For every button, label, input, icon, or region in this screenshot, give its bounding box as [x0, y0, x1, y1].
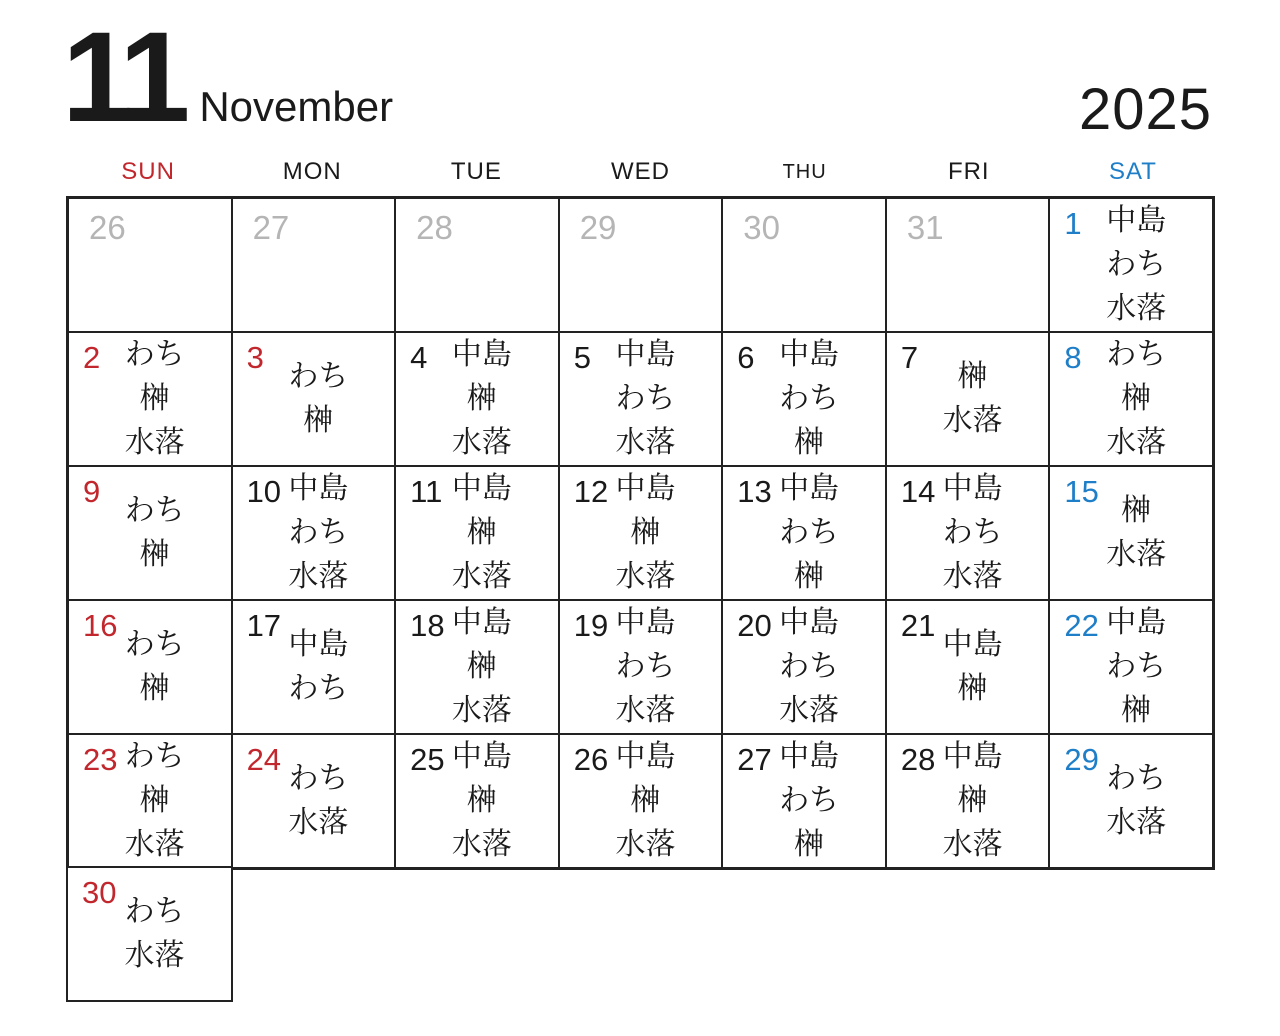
- staff-name: 水落: [288, 806, 349, 839]
- calendar-cell: [1049, 600, 1213, 734]
- staff-name: 水落: [1106, 426, 1167, 459]
- staff-name: 榊: [139, 784, 170, 817]
- day-number: 6: [737, 340, 755, 375]
- staff-name: 水落: [942, 828, 1003, 861]
- calendar-cell: [232, 332, 396, 466]
- calendar-cell: [559, 466, 723, 600]
- staff-name: わち: [779, 382, 840, 415]
- calendar-cell-overflow: [66, 866, 233, 1002]
- weekday-label-thu: THU: [782, 161, 827, 183]
- staff-name: 中島: [942, 472, 1003, 505]
- weekday-label-wed: WED: [610, 158, 670, 185]
- day-number: 28: [900, 742, 936, 777]
- day-number: 17: [246, 608, 282, 643]
- day-number: 12: [573, 474, 609, 509]
- staff-name: 水落: [615, 828, 676, 861]
- day-number: 18: [410, 608, 445, 643]
- staff-name: 水落: [942, 560, 1003, 593]
- staff-name: 榊: [466, 784, 497, 817]
- staff-name: わち: [288, 672, 349, 705]
- month-name: November: [199, 83, 394, 130]
- calendar-cell: [232, 466, 396, 600]
- calendar-cell: [395, 734, 559, 868]
- staff-name: 水落: [451, 426, 512, 459]
- staff-name: わち: [615, 650, 676, 683]
- day-number: 10: [246, 474, 282, 509]
- staff-name: わち: [288, 360, 349, 393]
- calendar-cell: [559, 198, 723, 332]
- staff-name: 水落: [124, 426, 185, 459]
- staff-name: 水落: [288, 560, 349, 593]
- staff-name: 榊: [630, 784, 661, 817]
- staff-name: 榊: [794, 426, 825, 459]
- staff-name: 中島: [779, 606, 840, 639]
- day-number: 19: [573, 608, 609, 643]
- calendar-cell: [1049, 332, 1213, 466]
- staff-name: わち: [942, 516, 1003, 549]
- weekday-label-sat: SAT: [1108, 158, 1157, 185]
- day-number: 8: [1064, 340, 1082, 375]
- calendar-cell: [722, 198, 886, 332]
- day-number: 16: [83, 608, 118, 643]
- page-header: [62, 6, 394, 149]
- calendar-cell: [395, 332, 559, 466]
- day-number: 26: [89, 209, 126, 246]
- weekday-label-sun: SUN: [121, 158, 175, 185]
- staff-name: 中島: [615, 740, 676, 773]
- day-number: 21: [900, 608, 936, 643]
- day-number: 15: [1064, 474, 1099, 509]
- calendar-cell: [559, 600, 723, 734]
- staff-name: 中島: [1106, 204, 1167, 237]
- staff-name: わち: [615, 382, 676, 415]
- staff-name: わち: [779, 516, 840, 549]
- calendar-grid: [66, 196, 1215, 870]
- day-number: 22: [1064, 608, 1099, 643]
- staff-name: 中島: [615, 338, 676, 371]
- staff-name: 水落: [779, 694, 840, 727]
- calendar-cell: [722, 466, 886, 600]
- day-number: 25: [410, 742, 445, 777]
- calendar-cell: [395, 466, 559, 600]
- calendar-cell: [232, 734, 396, 868]
- day-number: 13: [737, 474, 772, 509]
- staff-name: 水落: [615, 694, 676, 727]
- calendar-cell: [886, 734, 1050, 868]
- staff-name: 中島: [451, 606, 512, 639]
- staff-name: 水落: [451, 694, 512, 727]
- day-number: 27: [252, 209, 290, 246]
- staff-name: 榊: [139, 672, 170, 705]
- staff-name: 榊: [1121, 694, 1152, 727]
- calendar-cell: [232, 600, 396, 734]
- calendar-cell: [395, 600, 559, 734]
- calendar-cell: [886, 198, 1050, 332]
- day-number: 30: [743, 209, 780, 246]
- day-number: 9: [83, 474, 101, 509]
- staff-name: 中島: [451, 338, 512, 371]
- staff-name: 水落: [1106, 806, 1167, 839]
- staff-name: 水落: [615, 560, 676, 593]
- day-number: 23: [83, 742, 118, 777]
- calendar-cell: [68, 734, 232, 868]
- calendar-cell: [559, 332, 723, 466]
- staff-name: わち: [1106, 762, 1167, 795]
- staff-name: わち: [124, 338, 185, 371]
- staff-name: 中島: [779, 740, 840, 773]
- staff-name: 榊: [139, 382, 170, 415]
- day-number: 30: [82, 875, 117, 910]
- day-number: 11: [410, 474, 443, 509]
- day-number: 29: [579, 209, 617, 246]
- weekday-header-row: [66, 156, 1215, 188]
- weekday-label-mon: MON: [282, 158, 342, 185]
- weekday-label-fri: FRI: [947, 158, 990, 185]
- staff-name: 榊: [957, 784, 988, 817]
- staff-name: 中島: [779, 338, 840, 371]
- weekday-label-tue: TUE: [450, 158, 502, 185]
- day-number: 5: [573, 340, 591, 375]
- day-number: 27: [737, 742, 772, 777]
- staff-name: 中島: [942, 740, 1003, 773]
- calendar-cell: [722, 734, 886, 868]
- calendar-cell: [886, 332, 1050, 466]
- staff-name: 榊: [957, 672, 988, 705]
- staff-name: 榊: [466, 650, 497, 683]
- staff-name: 中島: [288, 472, 349, 505]
- calendar-cell: [559, 734, 723, 868]
- staff-name: 中島: [288, 628, 349, 661]
- calendar-cell: [722, 600, 886, 734]
- staff-name: 水落: [1106, 292, 1167, 325]
- staff-name: 水落: [615, 426, 676, 459]
- staff-name: 榊: [630, 516, 661, 549]
- staff-name: 榊: [466, 382, 497, 415]
- staff-name: わち: [124, 628, 185, 661]
- staff-name: 榊: [794, 560, 825, 593]
- staff-name: わち: [779, 650, 840, 683]
- staff-name: わち: [779, 784, 840, 817]
- calendar-cell: [68, 600, 232, 734]
- day-number: 1: [1064, 206, 1082, 241]
- staff-name: 中島: [779, 472, 840, 505]
- calendar-cell: [1049, 198, 1213, 332]
- staff-name: 水落: [124, 939, 185, 972]
- day-number: 29: [1064, 742, 1099, 777]
- staff-name: 榊: [957, 360, 988, 393]
- calendar-cell: [886, 466, 1050, 600]
- day-number: 26: [573, 742, 609, 777]
- calendar-cell: [395, 198, 559, 332]
- staff-name: 水落: [124, 828, 185, 861]
- calendar-cell: [886, 600, 1050, 734]
- calendar-cell: [722, 332, 886, 466]
- day-number: 7: [900, 340, 919, 375]
- staff-name: 水落: [1106, 538, 1167, 571]
- calendar-cell: [1049, 466, 1213, 600]
- month-number: 11: [62, 6, 184, 149]
- staff-name: わち: [124, 895, 185, 928]
- staff-name: 榊: [303, 404, 334, 437]
- staff-name: わち: [288, 762, 349, 795]
- day-number: 31: [906, 209, 944, 246]
- day-number: 3: [246, 340, 264, 375]
- day-number: 20: [737, 608, 772, 643]
- staff-name: 中島: [615, 472, 676, 505]
- calendar-cell: [68, 198, 232, 332]
- year-label: 2025: [1078, 77, 1212, 142]
- staff-name: 榊: [1121, 382, 1152, 415]
- staff-name: 中島: [451, 472, 512, 505]
- calendar-cell: [1049, 734, 1213, 868]
- staff-name: 中島: [1106, 606, 1167, 639]
- staff-name: 水落: [451, 828, 512, 861]
- day-number: 4: [410, 340, 428, 375]
- calendar-cell: [68, 466, 232, 600]
- calendar-cell: [68, 332, 232, 466]
- staff-name: わち: [1106, 650, 1167, 683]
- staff-name: 水落: [942, 404, 1003, 437]
- staff-name: 榊: [466, 516, 497, 549]
- staff-name: 榊: [794, 828, 825, 861]
- staff-name: わち: [288, 516, 349, 549]
- staff-name: わち: [124, 740, 185, 773]
- staff-name: 水落: [451, 560, 512, 593]
- day-number: 2: [83, 340, 101, 375]
- day-number: 24: [246, 742, 282, 777]
- staff-name: わち: [1106, 248, 1167, 281]
- calendar-cell: [232, 198, 396, 332]
- staff-name: 中島: [942, 628, 1003, 661]
- day-number: 14: [900, 474, 936, 509]
- staff-name: 榊: [1121, 494, 1152, 527]
- staff-name: 中島: [451, 740, 512, 773]
- staff-name: 榊: [139, 538, 170, 571]
- day-number: 28: [416, 209, 453, 246]
- staff-name: 中島: [615, 606, 676, 639]
- staff-name: わち: [124, 494, 185, 527]
- staff-name: わち: [1106, 338, 1167, 371]
